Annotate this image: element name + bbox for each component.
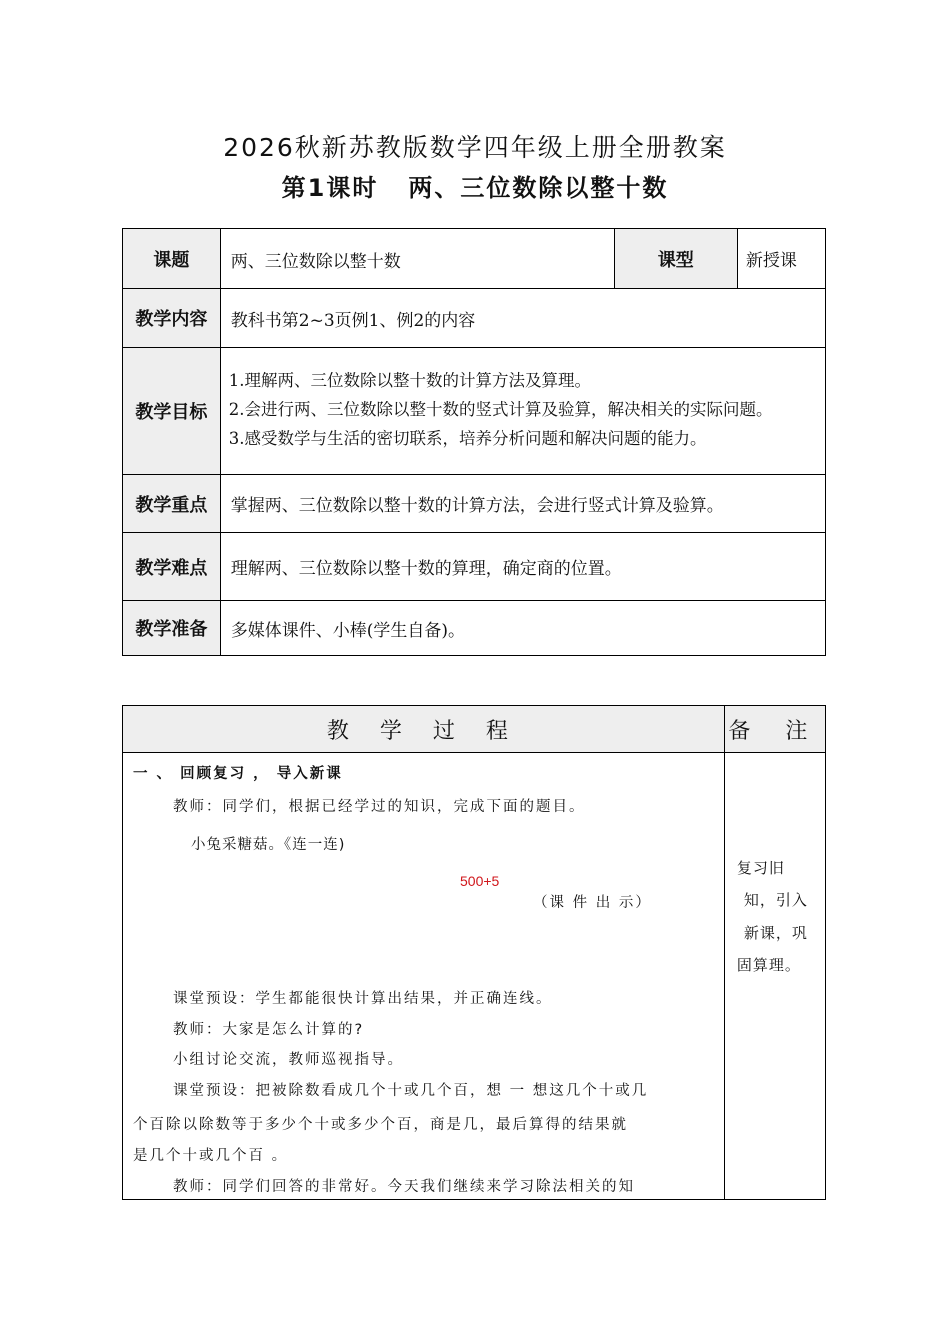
notes-body: [724, 753, 825, 1200]
expression-red: 500+5: [460, 873, 500, 889]
type-value: 新授课: [737, 229, 825, 289]
document-title: 2026秋新苏教版数学四年级上册全册教案: [223, 133, 727, 162]
process-header: 教 学 过 程: [123, 706, 725, 753]
lesson-info-table: [122, 228, 826, 656]
goals-list: [220, 348, 825, 475]
goals-label: 教学目标: [123, 348, 221, 475]
note-line: 复习旧: [736, 859, 785, 877]
topic-label: 课题: [123, 229, 221, 289]
lesson-number: 第1课时: [281, 174, 379, 202]
process-line: 是几个十或几个百 。: [133, 1148, 289, 1164]
teaching-process-table: [122, 705, 826, 1200]
type-label: 课型: [614, 229, 737, 289]
key-label: 教学重点: [123, 475, 221, 533]
process-line: 教师：同学们回答的非常好。今天我们继续来学习除法相关的知: [173, 1179, 635, 1195]
process-line: 小兔采糖菇。《连一连): [191, 837, 346, 853]
prep-value: 多媒体课件、小棒(学生自备)。: [220, 601, 825, 656]
topic-value: 两、三位数除以整十数: [220, 229, 614, 289]
process-line: 课堂预设：把被除数看成几个十或几个百，想 一 想这几个十或几: [173, 1083, 649, 1099]
section-heading: 一 、 回顾复习 ， 导入新课: [133, 766, 343, 782]
difficulty-value: 理解两、三位数除以整十数的算理，确定商的位置。: [220, 533, 825, 601]
difficulty-label: 教学难点: [123, 533, 221, 601]
prep-label: 教学准备: [123, 601, 221, 656]
note-line: 固算理。: [736, 956, 801, 974]
lesson-title: [0, 168, 950, 203]
note-line: 知，引入: [743, 891, 808, 909]
key-value: 掌握两、三位数除以整十数的计算方法，会进行竖式计算及验算。: [220, 475, 825, 533]
notes-header: 备 注: [724, 706, 825, 753]
process-line: 教师：同学们，根据已经学过的知识，完成下面的题目。: [173, 799, 586, 815]
content-value: 教科书第2~3页例1、例2的内容: [220, 289, 825, 348]
note-line: 新课，巩: [743, 924, 808, 942]
goal-item: 3.感受数学与生活的密切联系，培养分析问题和解决问题的能力。: [228, 428, 707, 448]
content-label: 教学内容: [123, 289, 221, 348]
lesson-name: 两、三位数除以整十数: [408, 174, 669, 202]
goal-item: 1.理解两、三位数除以整十数的计算方法及算理。: [228, 370, 592, 390]
process-line: （课 件 出 示）: [533, 895, 652, 911]
goal-item: 2.会进行两、三位数除以整十数的竖式计算及验算，解决相关的实际问题。: [228, 399, 773, 419]
process-line: 课堂预设：学生都能很快计算出结果，并正确连线。: [173, 991, 553, 1007]
process-body: [123, 753, 725, 1200]
process-line: 小组讨论交流，教师巡视指导。: [173, 1052, 404, 1068]
process-line: 个百除以除数等于多少个十或多少个百，商是几，最后算得的结果就: [133, 1117, 628, 1133]
process-line: 教师：大家是怎么计算的?: [173, 1022, 365, 1038]
